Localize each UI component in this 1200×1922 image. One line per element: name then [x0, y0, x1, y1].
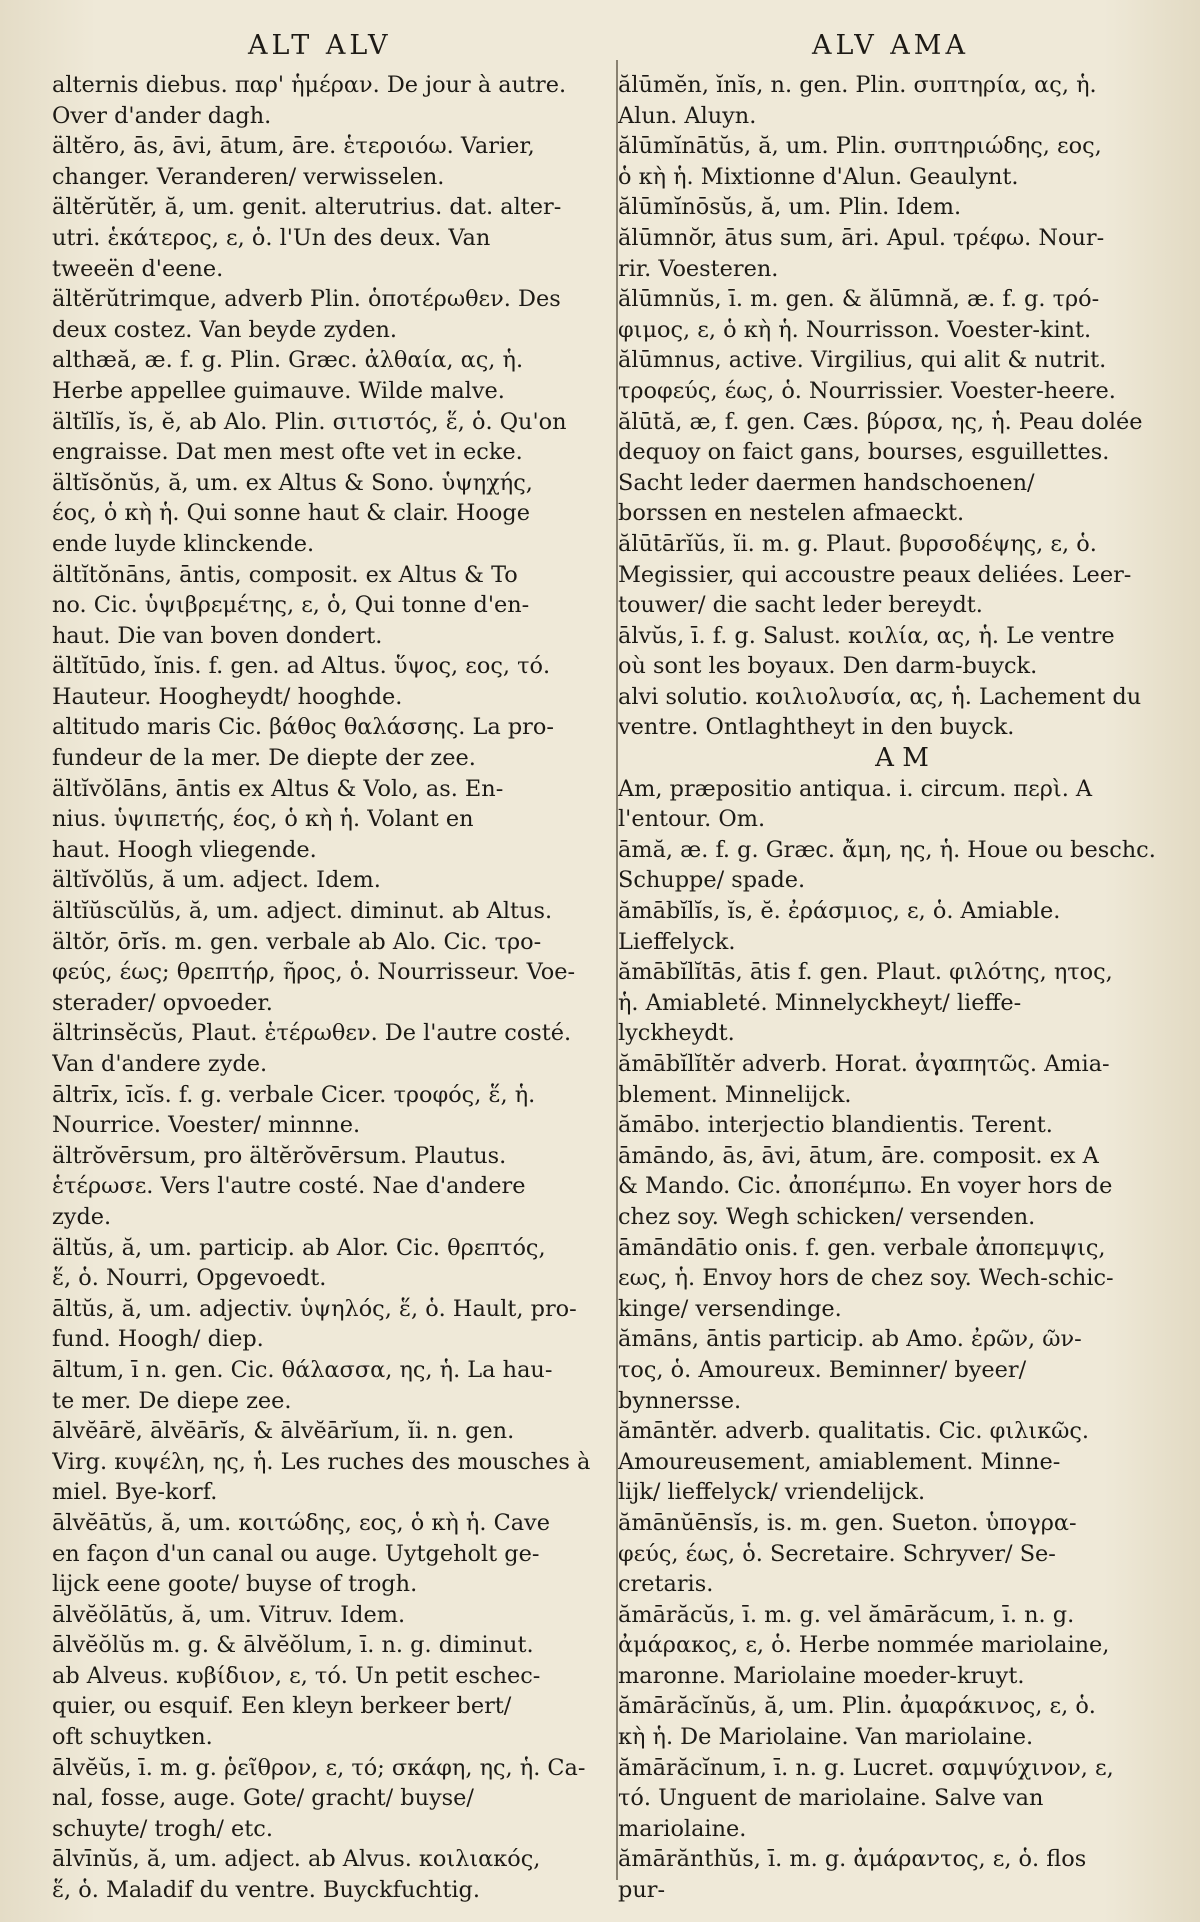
entry-line: φεύς, έως; θρεπτήρ, ῆρος, ὁ. Nourrisseur. Voe- [52, 959, 576, 986]
entry-line: fund. Hoogh/ diep. [52, 1326, 264, 1353]
entry-line: ältĕro, ās, āvi, ātum, āre. ἑτεροιόω. Varier, [52, 133, 535, 160]
entry-line: εως, ἡ. Envoy hors de chez soy. Wech-schic- [618, 1265, 1114, 1292]
entry-line: ältŏr, ōrĭs. m. gen. verbale ab Alo. Cic. τρο- [52, 928, 542, 955]
entry-line: ende luyde klinckende. [52, 530, 315, 557]
entry-line: ālvĕŏlātŭs, ă, um. Vitruv. Idem. [52, 1601, 406, 1628]
entry-line: ἕ, ὁ. Maladif du ventre. Buyckfuchtig. [52, 1877, 480, 1904]
entry-line: ältrinsĕcŭs, Plaut. ἑτέρωθεν. De l'autre costé. [52, 1020, 572, 1047]
entry-line: utri. ἑκάτερος, ε, ὁ. l'Un des deux. Van [52, 224, 491, 251]
entry-line: Nourrice. Voester/ minnne. [52, 1112, 361, 1139]
entry-line: lyckheydt. [618, 1020, 735, 1047]
entry-line: ălūmĭnātŭs, ă, um. Plin. συπτηριώδης, εος, [618, 133, 1102, 160]
entry-line: cretaris. [618, 1571, 714, 1598]
entry-line: έος, ὁ κὴ ἡ. Qui sonne haut & clair. Hooge [52, 500, 530, 527]
entry-line: ămābĭlĭs, ĭs, ĕ. ἐράσμιος, ε, ὁ. Amiable. [618, 898, 1061, 925]
entry-line: dequoy on faict gans, bourses, esguillettes. [618, 439, 1110, 466]
entry-line: chez soy. Wegh schicken/ versenden. [618, 1203, 1036, 1230]
entry-line: āltrīx, īcĭs. f. g. verbale Cicer. τροφός, ἕ, ἡ. [52, 1081, 536, 1108]
entry-line: ālvĕŭs, ī. m. g. ῥεῖθρον, ε, τό; σκάφη, ης, ἡ. Ca- [52, 1754, 586, 1781]
entry-line: altitudo maris Cic. βάθος θαλάσσης. La pro- [52, 714, 554, 741]
entry-line: Alun. Aluyn. [618, 102, 757, 129]
entry-line: no. Cic. ὑψιβρεμέτης, ε, ὁ, Qui tonne d'en- [52, 592, 530, 619]
entry-line: ālvĕātŭs, ă, um. κοιτώδης, εος, ὁ κὴ ἡ. Cave [52, 1509, 550, 1536]
entry-line: ventre. Ontlaghtheyt in den buyck. [618, 714, 1015, 741]
entry-line: rir. Voesteren. [618, 255, 779, 282]
entry-line: ältŭs, ă, um. particip. ab Alor. Cic. θρεπτός, [52, 1234, 546, 1261]
entry-line: changer. Veranderen/ verwisselen. [52, 163, 445, 190]
entry-line: te mer. De diepe zee. [52, 1387, 292, 1414]
entry-line: Herbe appellee guimauve. Wilde malve. [52, 377, 505, 404]
entry-line: lijck eene goote/ buyse of trogh. [52, 1571, 418, 1598]
entry-line: lijk/ lieffelyck/ vriendelijck. [618, 1479, 926, 1506]
entry-line: tweeën d'eene. [52, 255, 224, 282]
entry-line: Am, præpositio antiqua. i. circum. περὶ. A [618, 775, 1093, 802]
entry-line: ἡ. Amiableté. Minnelyckheyt/ lieffe- [618, 989, 1022, 1016]
entry-line: ältrŏvērsum, pro ältĕrŏvērsum. Plautus. [52, 1142, 507, 1169]
entry-line: ältĭtūdo, ĭnis. f. gen. ad Altus. ὕψος, εος, τό. [52, 653, 551, 680]
entry-line: Van d'andere zyde. [52, 1051, 268, 1077]
entry-line: ἕ, ὁ. Nourri, Opgevoedt. [52, 1265, 327, 1292]
entry-line: ἑτέρωσε. Vers l'autre costé. Nae d'andere [52, 1173, 526, 1200]
entry-line: ălūtārĭŭs, ĭi. m. g. Plaut. βυρσοδέψης, ε, ὁ. [618, 530, 1097, 557]
entry-line: kinge/ versendinge. [618, 1295, 842, 1322]
entry-line: oft schuytken. [52, 1724, 213, 1751]
entry-line: ab Alveus. κυβίδιον, ε, τό. Un petit eschec- [52, 1662, 541, 1689]
entry-line: ältĕrŭtĕr, ă, um. genit. alterutrius. dat. alter- [52, 194, 562, 221]
entry-line: τροφεύς, έως, ὁ. Nourrissier. Voester-heere. [618, 377, 1116, 404]
entry-line: Amoureusement, amiablement. Minne- [618, 1448, 1061, 1475]
entry-line: ălūmnus, active. Virgilius, qui alit & nutrit. [618, 347, 1107, 374]
entry-line: ältĭsŏnŭs, ă, um. ex Altus & Sono. ὑψηχής, [52, 469, 533, 496]
entry-line: ămāntĕr. adverb. qualitatis. Cic. φιλικῶς. [618, 1418, 1089, 1445]
entry-line: ămārăcŭs, ī. m. g. vel ămārăcum, ī. n. g. [618, 1601, 1075, 1628]
entry-line: bynnersse. [618, 1387, 742, 1414]
entry-line: nius. ὑψιπετής, έος, ὁ κὴ ἡ. Volant en [52, 806, 474, 833]
entry-line: ălūtă, æ, f. gen. Cæs. βύρσα, ης, ἡ. Peau dolée [618, 408, 1143, 435]
entry-line: āltum, ī n. gen. Cic. θάλασσα, ης, ἡ. La hau- [52, 1356, 553, 1383]
entry-line: blement. Minnelijck. [618, 1081, 852, 1108]
entry-line: ămābĭlĭtās, ātis f. gen. Plaut. φιλότης, ητος, [618, 959, 1113, 986]
section-heading: A M [875, 743, 929, 774]
entry-line: engraisse. Dat men mest ofte vet in ecke. [52, 439, 523, 466]
entry-line: mariolaine. [618, 1815, 747, 1842]
entry-line: τος, ὁ. Amoureux. Beminner/ byeer/ [618, 1356, 1027, 1383]
entry-line: āmāndo, ās, āvi, ātum, āre. composit. ex A [618, 1142, 1099, 1169]
entry-line: Sacht leder daermen handschoenen/ [618, 469, 1035, 496]
entry-line: deux costez. Van beyde zyden. [52, 316, 398, 343]
entry-line: ălūmĭnōsŭs, ă, um. Plin. Idem. [618, 194, 962, 221]
right-running-header: ALV AMA [812, 30, 969, 61]
entry-line: Over d'ander dagh. [52, 102, 272, 129]
entry-line: ὁ κὴ ἡ. Mixtionne d'Alun. Geaulynt. [618, 163, 1019, 190]
entry-line: fundeur de la mer. De diepte der zee. [52, 745, 476, 772]
entry-line: nal, fosse, auge. Gote/ gracht/ buyse/ [52, 1785, 474, 1812]
entry-line: pur- [618, 1877, 666, 1904]
entry-line: maronne. Mariolaine moeder-kruyt. [618, 1662, 1025, 1689]
entry-line: ălūmnŏr, ātus sum, āri. Apul. τρέφω. Nour- [618, 224, 1105, 251]
entry-line: ältĭtŏnāns, āntis, composit. ex Altus & To [52, 561, 518, 588]
entry-line: āmă, æ. f. g. Græc. ἄμη, ης, ἡ. Houe ou beschc. [618, 836, 1156, 863]
entry-line: ālvŭs, ī. f. g. Salust. κοιλία, ας, ἡ. Le ventre [618, 622, 1115, 649]
entry-line: ältĭvŏlŭs, ă um. adject. Idem. [52, 867, 381, 894]
left-column [52, 70, 608, 1910]
entry-line: Virg. κυψέλη, ης, ἡ. Les ruches des mousches à [52, 1448, 591, 1475]
entry-line: ălūmĕn, ĭnĭs, n. gen. Plin. συπτηρία, ας, ἡ. [618, 72, 1097, 98]
entry-line: Megissier, qui accoustre peaux deliées. Leer- [618, 561, 1132, 588]
entry-line: Hauteur. Hoogheydt/ hooghde. [52, 683, 403, 710]
entry-line: l'entour. Om. [618, 806, 766, 833]
entry-line: althæă, æ. f. g. Plin. Græc. ἀλθαία, ας, ἡ. [52, 347, 524, 374]
entry-line: ältĭvŏlāns, āntis ex Altus & Volo, as. En- [52, 775, 504, 802]
left-running-header: ALT ALV [248, 30, 392, 61]
entry-line: ältĭlĭs, ĭs, ĕ, ab Alo. Plin. σιτιστός, ἕ, ὁ. Qu'on [52, 408, 567, 435]
entry-line: sterader/ opvoeder. [52, 989, 273, 1016]
entry-line: alternis diebus. παρ' ἡμέραν. De jour à autre. [52, 72, 567, 98]
entry-line: touwer/ die sacht leder bereydt. [618, 592, 983, 619]
entry-line: zyde. [52, 1203, 112, 1230]
entry-line: haut. Hoogh vliegende. [52, 836, 317, 863]
entry-line: ămābo. interjectio blandientis. Terent. [618, 1112, 1053, 1139]
entry-line: alvi solutio. κοιλιολυσία, ας, ἡ. Lachement du [618, 683, 1142, 710]
entry-line: ἀμάρακος, ε, ὁ. Herbe nommée mariolaine, [618, 1632, 1110, 1659]
entry-line: φεύς, έως, ὁ. Secretaire. Schryver/ Se- [618, 1540, 1056, 1567]
entry-line: ălūmnŭs, ī. m. gen. & ălūmnă, æ. f. g. τρό- [618, 286, 1100, 313]
entry-line: & Mando. Cic. ἀποπέμπω. En voyer hors de [618, 1173, 1113, 1200]
entry-line: āltŭs, ă, um. adjectiv. ὑψηλός, ἕ, ὁ. Hault, pro- [52, 1295, 577, 1322]
entry-line: ămānŭēnsĭs, is. m. gen. Sueton. ὑπογρα- [618, 1509, 1077, 1536]
entry-line: κὴ ἡ. De Mariolaine. Van mariolaine. [618, 1724, 1034, 1751]
right-column [618, 70, 1186, 1910]
entry-line: ămārăcĭnŭs, ă, um. Plin. ἀμαράκινος, ε, ὁ. [618, 1693, 1096, 1720]
entry-line: Lieffelyck. [618, 928, 736, 955]
entry-line: ămāns, āntis particip. ab Amo. ἐρῶν, ῶν- [618, 1326, 1082, 1353]
entry-line: ămābĭlĭtĕr adverb. Horat. ἀγαπητῶς. Amia- [618, 1051, 1110, 1077]
entry-line: ămārănthŭs, ī. m. g. ἀμάραντος, ε, ὁ. flos [618, 1846, 1087, 1873]
entry-line: ămārăcĭnum, ī. n. g. Lucret. σαμψύχινον, ε, [618, 1754, 1114, 1781]
entry-line: borssen en nestelen afmaeckt. [618, 500, 965, 527]
entry-line: miel. Bye-korf. [52, 1479, 218, 1506]
entry-line: ālvĕārĕ, ālvĕārĭs, & ālvĕārĭum, ĭi. n. gen. [52, 1418, 515, 1445]
entry-line: Schuppe/ spade. [618, 867, 806, 894]
entry-line: ältĭŭscŭlŭs, ă, um. adject. diminut. ab Altus. [52, 898, 553, 925]
entry-line: où sont les boyaux. Den darm-buyck. [618, 653, 1038, 680]
entry-line: φιμος, ε, ὁ κὴ ἡ. Nourrisson. Voester-kint. [618, 316, 1092, 343]
entry-line: ālvĕŏlŭs m. g. & ālvĕŏlum, ī. n. g. diminut. [52, 1632, 534, 1659]
entry-line: haut. Die van boven dondert. [52, 622, 383, 649]
entry-line: en façon d'un canal ou auge. Uytgeholt ge- [52, 1540, 540, 1567]
entry-line: āmāndātio onis. f. gen. verbale ἀποπεμψις, [618, 1234, 1106, 1261]
entry-line: τό. Unguent de mariolaine. Salve van [618, 1785, 1044, 1812]
entry-line: ālvīnŭs, ă, um. adject. ab Alvus. κοιλιακός, [52, 1846, 541, 1873]
entry-line: schuyte/ trogh/ etc. [52, 1815, 273, 1842]
entry-line: quier, ou esquif. Een kleyn berkeer bert/ [52, 1693, 512, 1720]
entry-line: ältĕrŭtrimque, adverb Plin. ὁποτέρωθεν. Des [52, 286, 561, 313]
